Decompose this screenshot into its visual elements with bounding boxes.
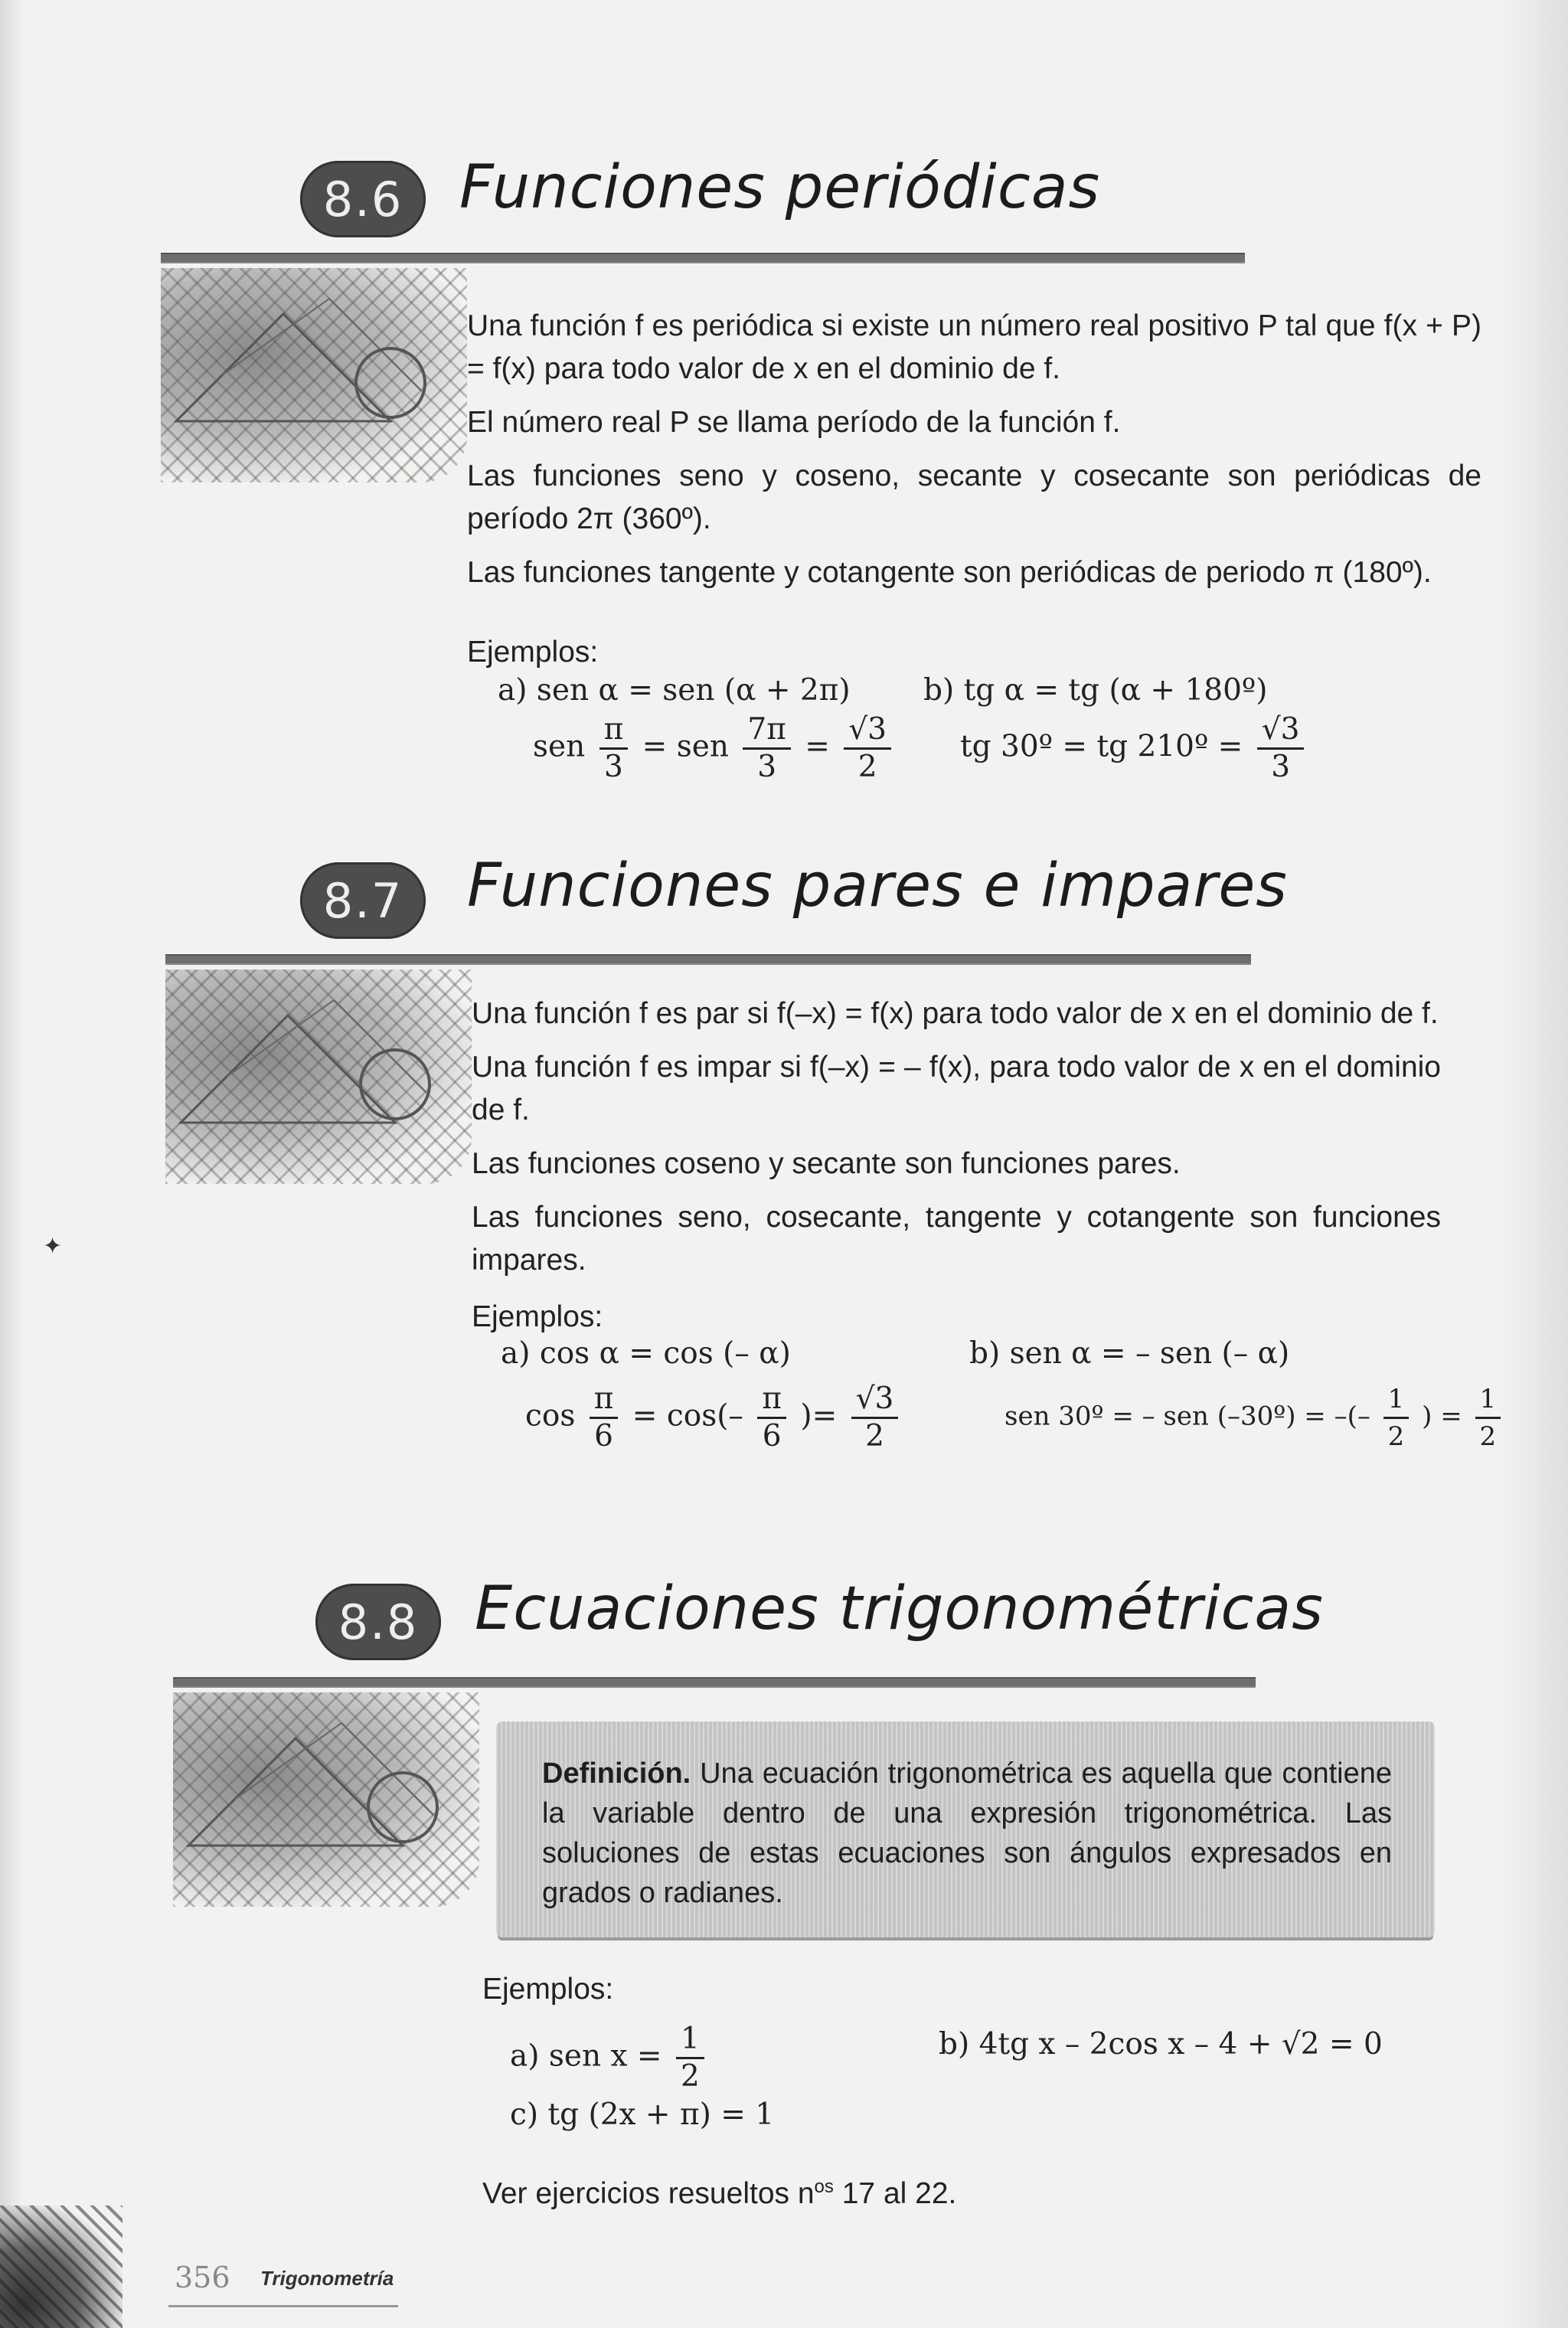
- section-badge-8-8: 8.8: [315, 1584, 441, 1660]
- section-body-periodic: [467, 305, 1481, 605]
- example-b: b) sen α = – sen (– α): [969, 1336, 1290, 1371]
- fraction: $\frac{√3}{3}$: [1257, 712, 1305, 785]
- chapter-label: Trigonometría: [260, 2267, 394, 2290]
- eq-text: )=: [800, 1398, 838, 1434]
- paragraph: Una función f es impar si f(–x) = – f(x), para todo valor de x en el dominio de f.: [472, 1051, 1441, 1126]
- trig-illustration: [165, 969, 472, 1184]
- trig-illustration: [173, 1692, 479, 1907]
- eq-text: = sen: [642, 729, 729, 764]
- eq-text: tg 30º = tg 210º =: [960, 729, 1243, 764]
- eq-text: sen 30º = – sen (–30º) = –(–: [1004, 1401, 1370, 1432]
- eq-text: ) =: [1422, 1401, 1462, 1432]
- examples-label: Ejemplos:: [472, 1300, 603, 1333]
- section-title-trig-equations: Ecuaciones trigonométricas: [475, 1574, 1324, 1643]
- page-number: 356: [175, 2261, 230, 2294]
- eq-text: = cos(–: [632, 1398, 743, 1434]
- paragraph: El número real P se llama período de la función f.: [467, 406, 1121, 439]
- fraction: $\frac{7\pi}{3}$: [743, 712, 790, 785]
- example-a: [510, 2022, 709, 2094]
- paragraph: Las funciones seno, cosecante, tangente y cotangente son funciones impares.: [472, 1201, 1441, 1277]
- section-rule: [173, 1677, 1256, 1688]
- equation-a: [533, 712, 896, 785]
- example-c: c) tg (2x + π) = 1: [510, 2097, 775, 2132]
- paragraph: Una función f es par si f(–x) = f(x) para todo valor de x en el dominio de f.: [472, 997, 1439, 1030]
- paragraph: Una función f es periódica si existe un número real positivo P tal que f(x + P) = f(x) para todo valor de x en el dominio de f.: [467, 309, 1481, 385]
- examples-label: Ejemplos:: [482, 1973, 614, 2006]
- section-badge-8-7: 8.7: [300, 862, 426, 939]
- footer-rule: [168, 2305, 398, 2307]
- equation-b: [1004, 1381, 1505, 1454]
- fraction: $\frac{1}{2}$: [676, 2022, 704, 2094]
- example-a: a) cos α = cos (– α): [501, 1336, 791, 1371]
- paragraph: Las funciones coseno y secante son funciones pares.: [472, 1147, 1181, 1180]
- definition-label: Definición.: [542, 1757, 691, 1790]
- equation-a: [525, 1381, 903, 1454]
- definition-text: [542, 1754, 1392, 1913]
- section-title-even-odd: Funciones pares e impares: [467, 852, 1288, 920]
- section-rule: [161, 253, 1245, 263]
- fraction: $\frac{√3}{2}$: [844, 712, 891, 785]
- paragraph: Las funciones seno y coseno, secante y cosecante son periódicas de período 2π (360º).: [467, 459, 1481, 535]
- fraction: $\frac{\pi}{3}$: [599, 712, 629, 785]
- section-body-even-odd: [472, 992, 1441, 1293]
- section-badge-8-6: 8.6: [300, 161, 426, 237]
- corner-illustration: [0, 2205, 122, 2328]
- fraction: $\frac{\pi}{6}$: [757, 1381, 786, 1454]
- fraction: $\frac{\pi}{6}$: [590, 1381, 619, 1454]
- equation-b: [960, 712, 1308, 785]
- section-rule: [165, 954, 1251, 965]
- fraction: $\frac{√3}{2}$: [851, 1381, 899, 1454]
- eq-text: sen: [533, 729, 586, 764]
- trig-illustration: [161, 268, 467, 482]
- margin-mark: ✦: [43, 1234, 63, 1259]
- fraction: $\frac{1}{2}$: [1475, 1381, 1501, 1454]
- examples-label: Ejemplos:: [467, 636, 599, 669]
- paragraph: Las funciones tangente y cotangente son periódicas de periodo π (180º).: [467, 556, 1432, 589]
- eq-text: a) sen x =: [510, 2039, 662, 2074]
- definition-box: [496, 1721, 1435, 1937]
- fraction: $\frac{1}{2}$: [1383, 1381, 1410, 1454]
- section-title-periodic: Funciones periódicas: [459, 153, 1101, 222]
- eq-text: =: [805, 729, 830, 764]
- eq-text: cos: [525, 1398, 576, 1434]
- example-b: b) 4tg x – 2cos x – 4 + √2 = 0: [939, 2027, 1383, 2062]
- example-b: b) tg α = tg (α + 180º): [923, 673, 1268, 708]
- page-shadow-left: [0, 0, 23, 2328]
- see-exercises-note: Ver ejercicios resueltos $n^{os}$ 17 al 22.: [482, 2176, 957, 2210]
- page-shadow-right: [1499, 0, 1568, 2328]
- definition-body: Una ecuación trigonométrica es aquella que contiene la variable dentro de una expresión trigonométrica. Las soluciones de estas ecuaciones son ángulos expresados en grados o radianes.: [542, 1757, 1392, 1909]
- example-a: a) sen α = sen (α + 2π): [498, 673, 851, 708]
